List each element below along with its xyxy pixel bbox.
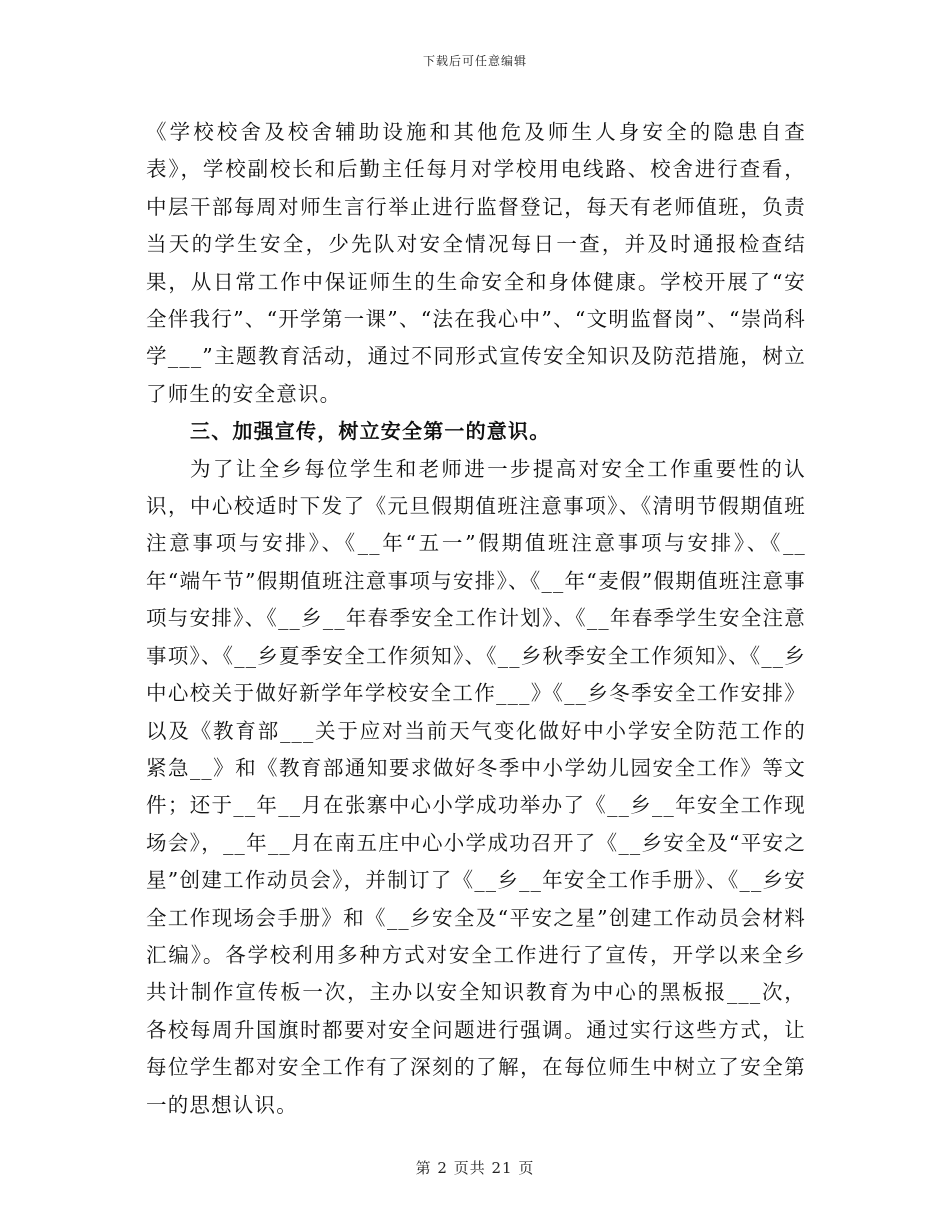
page-number-footer: 第 2 页共 21 页 bbox=[415, 1159, 535, 1177]
document-body bbox=[146, 114, 806, 1124]
page-header-note: 下载后可任意编辑 bbox=[422, 54, 527, 68]
paragraph-1: 《学校校舍及校舍辅助设施和其他危及师生人身安全的隐患自查表》，学校副校长和后勤主任每月对学校用电线路、校舍进行查看，中层干部每周对师生言行举止进行监督登记，每天有老师值班，负责当天的学生安全，少先队对安全情况每日一查，并及时通报检查结果，从日常工作中保证师生的生命安全和身体健康。学校开展了“安全伴我行”、“开学第一课”、“法在我心中”、“文明监督岗”、“崇尚科学___”主题教育活动，通过不同形式宣传安全知识及防范措施，树立了师生的安全意识。 bbox=[146, 120, 806, 406]
section-heading: 三、加强宣传，树立安全第一的意识。 bbox=[190, 419, 551, 444]
paragraph-2: 为了让全乡每位学生和老师进一步提高对安全工作重要性的认识，中心校适时下发了《元旦假期值班注意事项》、《清明节假期值班注意事项与安排》、《__年“五一”假期值班注意事项与安排》、《__年“端午节”假期值班注意事项与安排》、《__年“麦假”假期值班注意事项与安排》、《__乡__年春季安全工作计划》、《__年春季学生安全注意事项》、《__乡夏季安全工作须知》、《__乡秋季安全工作须知》、《__乡中心校关于做好新学年学校安全工作___》《__乡冬季安全工作安排》以及《教育部___关于应对当前天气变化做好中小学安全防范工作的紧急__》和《教育部通知要求做好冬季中小学幼儿园安全工作》等文件；还于__年__月在张寨中心小学成功举办了《__乡__年安全工作现场会》，__年__月在南五庄中心小学成功召开了《__乡安全及“平安之星”创建工作动员会》，并制订了《__乡__年安全工作手册》、《__乡安全工作现场会手册》和《__乡安全及“平安之星”创建工作动员会材料汇编》。各学校利用多种方式对安全工作进行了宣传，开学以来全乡共计制作宣传板一次，主办以安全知识教育为中心的黑板报___次，各校每周升国旗时都要对安全问题进行强调。通过实行这些方式，让每位学生都对安全工作有了深刻的了解，在每位师生中树立了安全第一的思想认识。 bbox=[146, 456, 806, 1117]
